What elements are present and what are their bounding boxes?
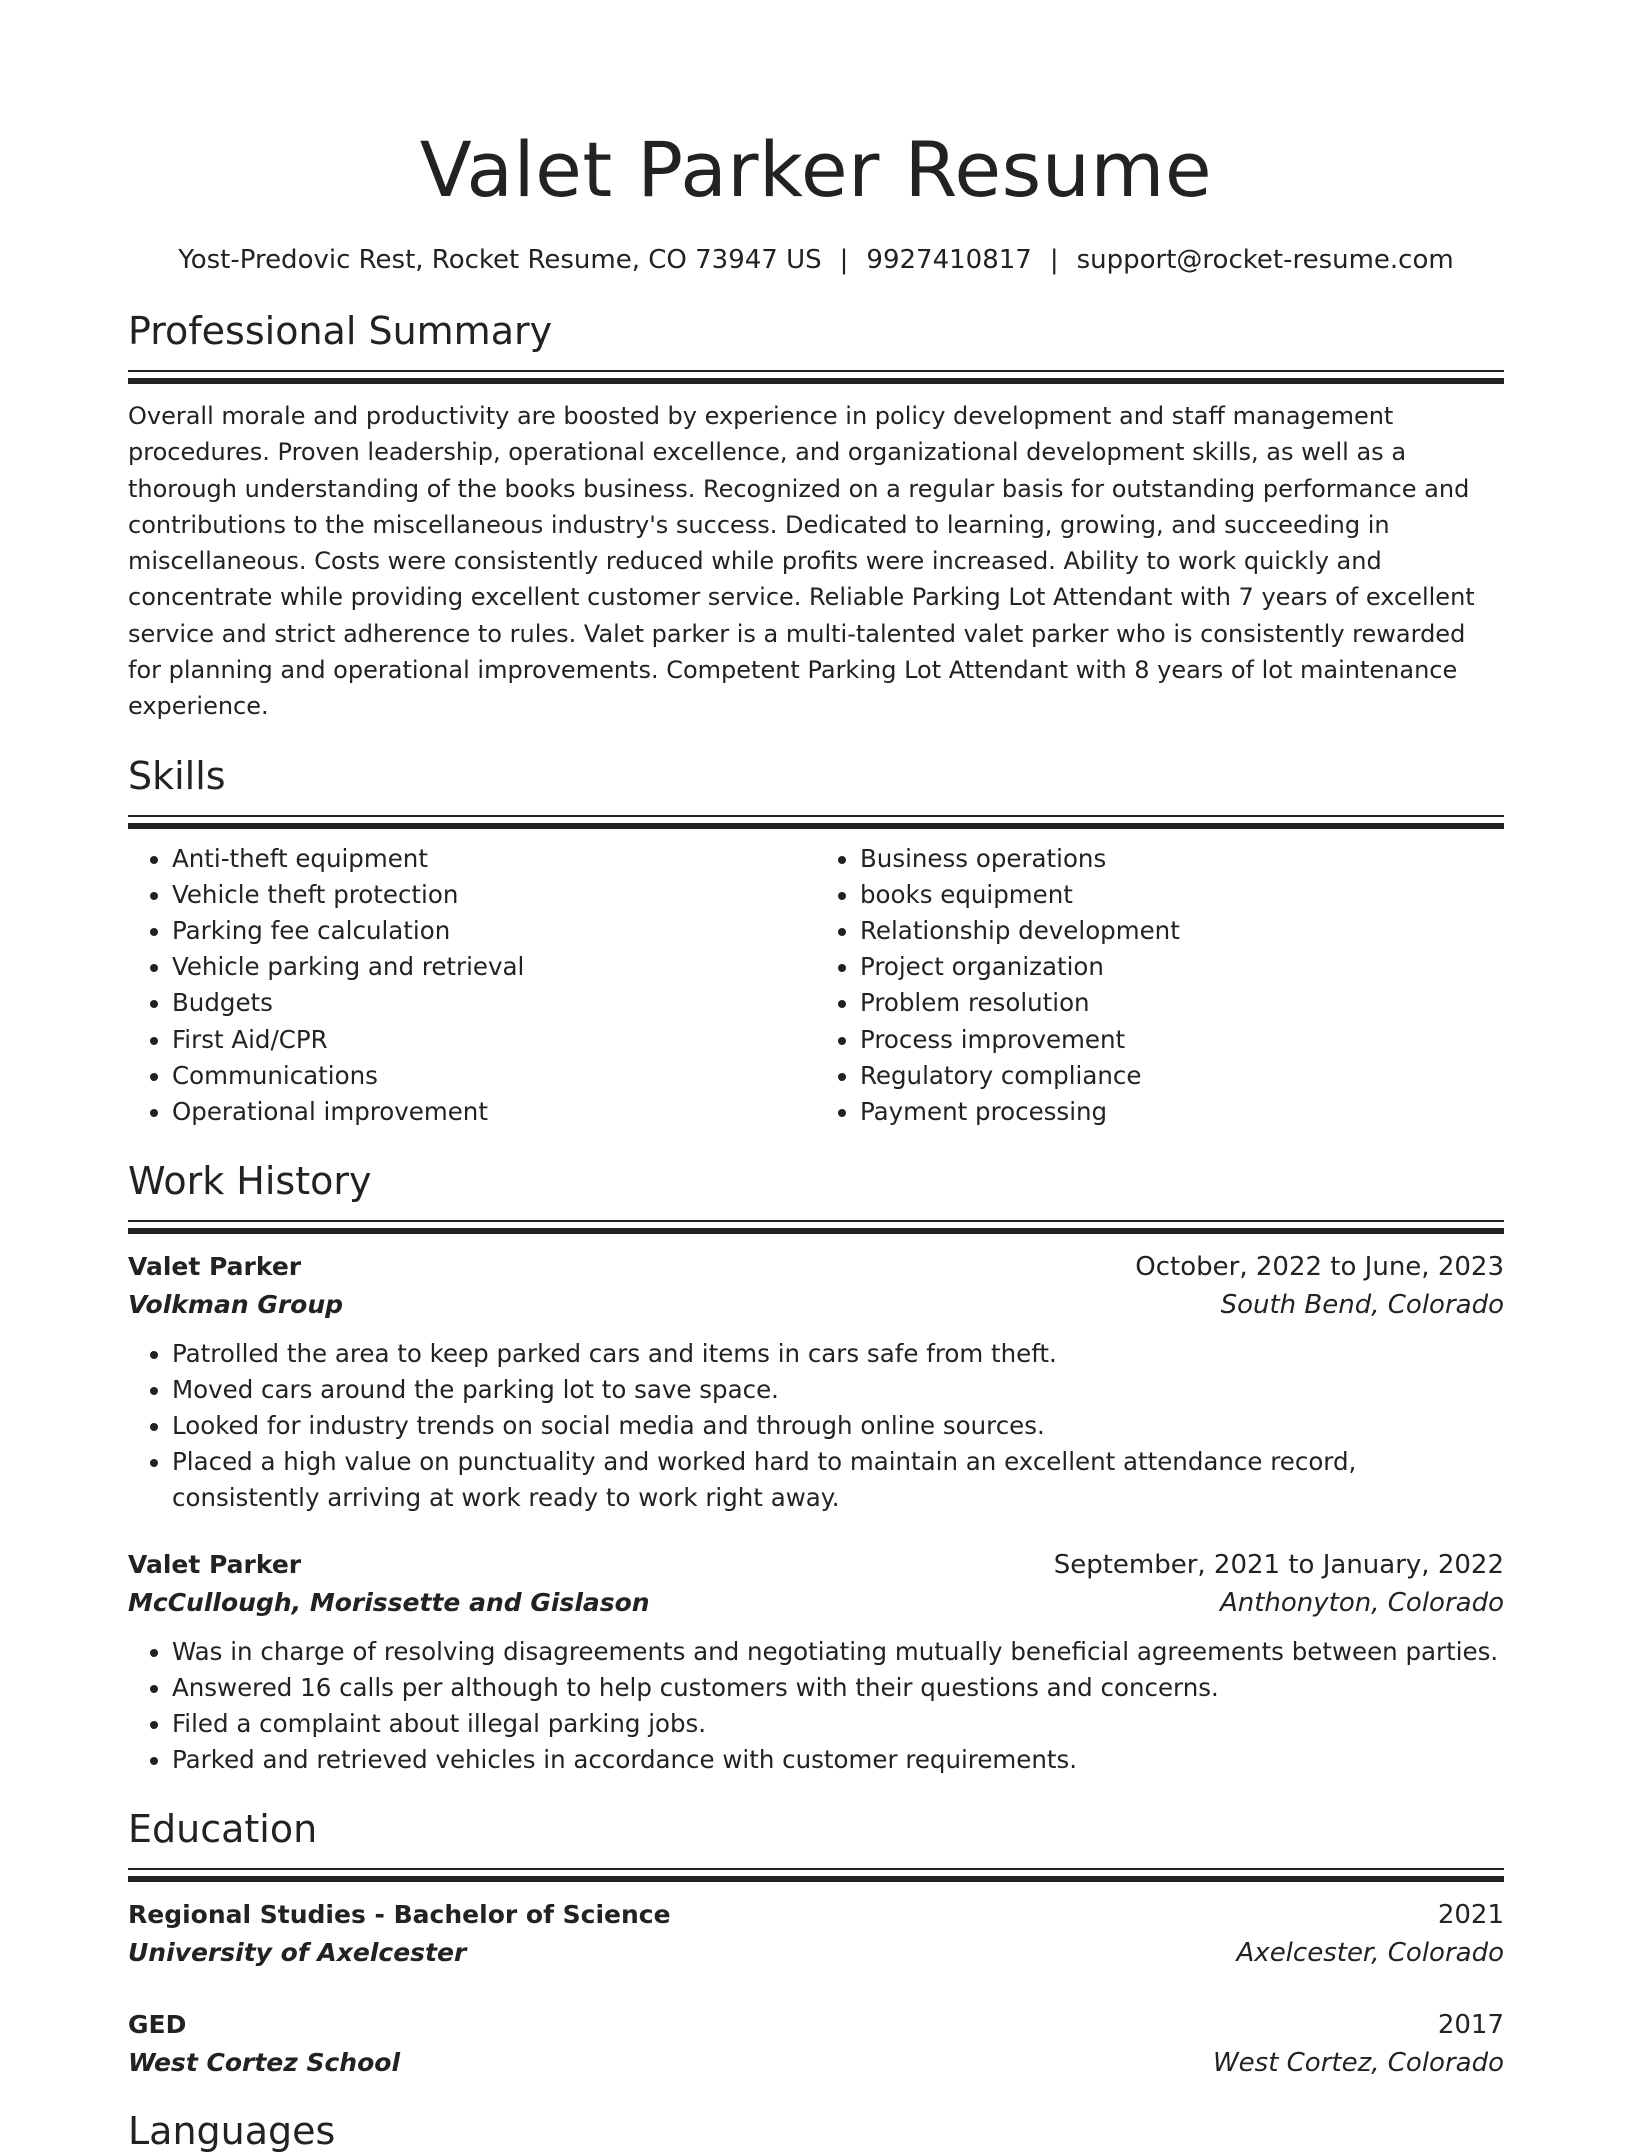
education-header (128, 1896, 1504, 1934)
languages-heading: Languages (128, 2109, 336, 2154)
education-entry (128, 2006, 1504, 2082)
skill-item: • Regulatory compliance (860, 1058, 1504, 1094)
skill-item: • Parking fee calculation (172, 913, 816, 949)
skill-item: • Problem resolution (860, 985, 1504, 1021)
work-heading: Work History (128, 1159, 372, 1204)
skill-item: • Anti-theft equipment (172, 841, 816, 877)
summary-text: Overall morale and productivity are boosted by experience in policy development and staff management procedures. Proven leadership, operational excellence, and organizational development skills, as well as a thorough understanding of the books business. Recognized on a regular basis for outstanding performance and contributions to the miscellaneous industry's success. Dedicated to learning, growing, and succeeding in miscellaneous. Costs were consistently reduced while profits were increased. Ability to work quickly and concentrate while providing excellent customer service. Reliable Parking Lot Attendant with 7 years of excellent service and strict adherence to rules. Valet parker is a multi-talented valet parker who is consistently rewarded for planning and operational improvements. Competent Parking Lot Attendant with 8 years of lot maintenance experience. (128, 402, 1475, 721)
contact-phone: 9927410817 (866, 245, 1032, 275)
skill-item: • books equipment (860, 877, 1504, 913)
job-location: South Bend, Colorado (1220, 1290, 1504, 1321)
job-bullet: • Filed a complaint about illegal parking jobs. (172, 1706, 1504, 1742)
education-degree: GED (128, 2010, 187, 2040)
skill-item: • Operational improvement (172, 1094, 816, 1130)
job-header (128, 1248, 1504, 1286)
section-divider (128, 1868, 1504, 1882)
job-bullet: • Parked and retrieved vehicles in accordance with customer requirements. (172, 1742, 1504, 1778)
job-bullet: • Placed a high value on punctuality and worked hard to maintain an excellent attendance record, consistently arriving at work ready to work right away. (172, 1444, 1504, 1516)
job-dates: September, 2021 to January, 2022 (1053, 1550, 1504, 1581)
resume-title: Valet Parker Resume (419, 125, 1213, 214)
section-divider (128, 370, 1504, 384)
contact-email: support@rocket-resume.com (1076, 245, 1454, 275)
education-location: West Cortez, Colorado (1212, 2048, 1504, 2079)
education-heading: Education (128, 1807, 318, 1852)
languages-section (128, 2106, 1504, 2156)
skills-columns (128, 841, 1504, 1131)
skill-item: • Communications (172, 1058, 816, 1094)
skills-right-list (816, 841, 1504, 1131)
job-bullet: • Answered 16 calls per although to help customers with their questions and concerns. (172, 1670, 1504, 1706)
skill-item: • First Aid/CPR (172, 1022, 816, 1058)
skill-item: • Business operations (860, 841, 1504, 877)
skill-item: • Payment processing (860, 1094, 1504, 1130)
contact-separator: | (1049, 245, 1059, 275)
education-header (128, 2006, 1504, 2044)
job-subheader (128, 1286, 1504, 1324)
education-location: Axelcester, Colorado (1236, 1938, 1504, 1969)
education-section (128, 1804, 1504, 2082)
education-subheader (128, 2044, 1504, 2082)
education-entry (128, 1896, 1504, 1972)
skills-section (128, 751, 1504, 1131)
education-year: 2017 (1437, 2010, 1504, 2041)
skills-left-list (128, 841, 816, 1131)
job-company: Volkman Group (128, 1290, 344, 1320)
job-title: Valet Parker (128, 1550, 302, 1580)
skills-heading: Skills (128, 753, 226, 798)
job-entry (128, 1248, 1504, 1516)
contact-address: Yost-Predovic Rest, Rocket Resume, CO 73947 US (178, 245, 822, 275)
summary-section (128, 306, 1504, 725)
job-bullets (128, 1336, 1504, 1516)
job-bullet: • Moved cars around the parking lot to save space. (172, 1372, 1504, 1408)
job-header (128, 1546, 1504, 1584)
job-dates: October, 2022 to June, 2023 (1135, 1252, 1504, 1283)
job-bullets (128, 1634, 1504, 1778)
job-bullet: • Patrolled the area to keep parked cars and items in cars safe from theft. (172, 1336, 1504, 1372)
skill-item: • Vehicle parking and retrieval (172, 949, 816, 985)
education-year: 2021 (1437, 1900, 1504, 1931)
skill-item: • Vehicle theft protection (172, 877, 816, 913)
skill-item: • Relationship development (860, 913, 1504, 949)
job-company: McCullough, Morissette and Gislason (128, 1588, 650, 1618)
job-location: Anthonyton, Colorado (1219, 1588, 1504, 1619)
job-subheader (128, 1584, 1504, 1622)
education-subheader (128, 1934, 1504, 1972)
job-bullet: • Was in charge of resolving disagreements and negotiating mutually beneficial agreements between parties. (172, 1634, 1504, 1670)
job-bullet: • Looked for industry trends on social media and through online sources. (172, 1408, 1504, 1444)
work-section (128, 1156, 1504, 1778)
job-entry (128, 1546, 1504, 1778)
summary-heading: Professional Summary (128, 309, 553, 353)
section-divider (128, 1220, 1504, 1234)
education-degree: Regional Studies - Bachelor of Science (128, 1900, 671, 1930)
skill-item: • Process improvement (860, 1022, 1504, 1058)
skill-item: • Project organization (860, 949, 1504, 985)
contact-line (128, 242, 1504, 278)
contact-separator: | (839, 245, 849, 275)
education-school: West Cortez School (128, 2048, 401, 2078)
education-school: University of Axelcester (128, 1938, 467, 1968)
job-title: Valet Parker (128, 1252, 302, 1282)
skill-item: • Budgets (172, 985, 816, 1021)
section-divider (128, 815, 1504, 829)
